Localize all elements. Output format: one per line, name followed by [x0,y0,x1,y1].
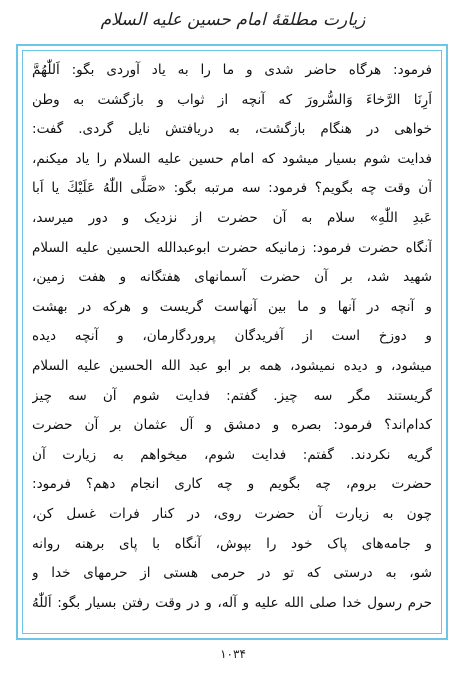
text-line: آنگاه حضرت فرمود: زمانیکه حضرت ابوعبدالله الحسین علیه السلام [32,239,432,256]
text-line: اَرِنَا الرَّخاءَ وَالسُّرورَ که آنچه از ثواب و بازگشت به وطن [32,91,432,108]
text-line: فرمود: هرگاه حاضر شدی و ما را به یاد آوردی بگو: اَللّٰهُمَّ [32,62,432,78]
text-line: آن وقت چه بگویم؟ فرمود: سه مرتبه بگو: «صَلَّی اللّٰهُ عَلَیْكَ یا اَبا [32,180,432,197]
text-line: کدام‌اند؟ فرمود: بصره و دمشق و آل عثمان بر آن حضرت [32,417,432,434]
text-line: و دوزخ است از آفریدگان پروردگارمان، و آنچه دیده [32,328,432,345]
page-header-title: زیارت مطلقهٔ امام حسین علیه السلام [100,10,366,30]
body-text [32,56,432,618]
text-line: حرم رسول خدا صلی الله علیه و آله، و در وقت رفتن بسیار بگو: اَللّٰهُ [32,594,432,611]
text-line: گریستند مگر سه چیز. گفتم: فدایت شوم آن سه چیز [32,387,432,404]
text-line: شهید شد، بر آن حضرت آسمانهای هفتگانه و هفت زمین، [32,269,432,286]
text-line: فدایت شوم بسیار میشود که امام حسین علیه السلام را یاد میکنم، [32,150,432,167]
text-line: میشود، و دیده نمیشود، همه بر ابو عبد الله الحسین علیه السلام [32,357,432,374]
text-line: گریه نکردند. گفتم: فدایت شوم، میخواهم به زیارت آن [32,446,432,463]
text-line: و جامه‌های پاک خود را بپوش، آنگاه با پای برهنه روانه [32,535,432,552]
text-line: شو، به درستی که تو در حرمی هستی از حرمهای خدا و [32,565,432,582]
text-line: عَبدِ اللّٰهِ» سلام به آن حضرت از نزدیک و دور میرسد، [32,209,432,226]
page-frame [16,44,448,640]
text-line: چون به زیارت آن حضرت روی، در کنار فرات غسل کن، [32,505,432,522]
text-line: حضرت بروم، چه بگویم و چه کاری انجام دهم؟ فرمود: [32,476,432,493]
text-line: خواهی در هنگام بازگشت، به دریافتش نایل گردی. گفت: [32,121,432,138]
text-line: و آنچه در آنها و ما بین آنهاست گریست و هرکه در بهشت [32,298,432,315]
page-number: ۱۰۳۴ [220,647,246,661]
